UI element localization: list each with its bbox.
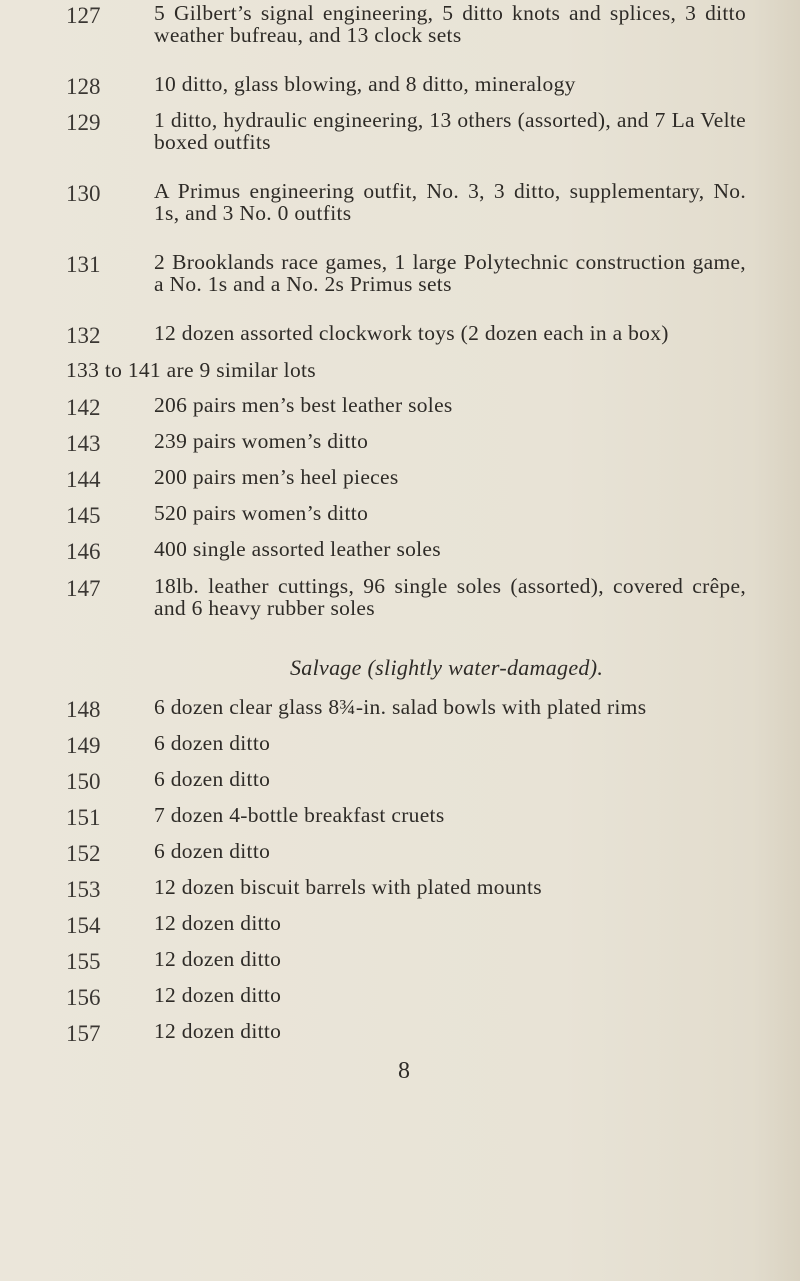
lot-146 [66,537,746,564]
lot-number: 153 [66,877,101,902]
lot-153 [66,875,746,902]
lot-description: 2 Brooklands race games, 1 large Polytechnic construction game, a No. 1s and a No. 2s Primus sets [154,250,746,296]
lot-description: A Primus engineering outfit, No. 3, 3 ditto, supplementary, No. 1s, and 3 No. 0 outfits [154,179,746,225]
lot-number: 155 [66,949,101,974]
lot-132 [66,321,746,348]
lot-number: 127 [66,3,101,28]
lot-number: 156 [66,985,101,1010]
lot-description: 12 dozen biscuit barrels with plated mounts [154,875,542,899]
lot-description: 1 ditto, hydraulic engineering, 13 others (assorted), and 7 La Velte boxed outfits [154,108,746,154]
lot-154 [66,911,746,938]
lot-number: 145 [66,503,101,528]
lot-description: 12 dozen assorted clockwork toys (2 dozen each in a box) [154,321,669,345]
lot-number: 147 [66,576,101,601]
lot-description: 520 pairs women’s ditto [154,501,369,525]
lot-number: 148 [66,697,101,722]
lot-148 [66,695,746,722]
lot-number: 143 [66,431,101,456]
lot-128 [66,72,746,99]
lot-number: 151 [66,805,101,830]
lot-description: 239 pairs women’s ditto [154,429,369,453]
lot-129 [66,109,746,153]
lot-number: 131 [66,252,101,277]
lot-number: 130 [66,181,101,206]
lot-description: 400 single assorted leather soles [154,537,441,561]
lot-description: 12 dozen ditto [154,1019,282,1043]
lot-description: 10 ditto, glass blowing, and 8 ditto, mineralogy [154,72,576,96]
lot-number: 144 [66,467,101,492]
lot-description: 18lb. leather cuttings, 96 single soles (assorted), covered crêpe, and 6 heavy rubber soles [154,574,746,620]
lot-150 [66,767,746,794]
lot-description: 7 dozen 4-bottle breakfast cruets [154,803,445,827]
lot-142 [66,393,746,420]
lot-description: 5 Gilbert’s signal engineering, 5 ditto knots and splices, 3 ditto weather bufreau, and 13 clock sets [154,1,746,47]
lot-145 [66,501,746,528]
lot-description: 200 pairs men’s heel pieces [154,465,399,489]
lot-155 [66,947,746,974]
page-number: 8 [398,1058,410,1084]
lot-description: 6 dozen clear glass 8¾-in. salad bowls with plated rims [154,695,647,719]
section-heading: Salvage (slightly water-damaged). [290,655,604,680]
lot-description: 12 dozen ditto [154,911,282,935]
lot-149 [66,731,746,758]
lot-number: 129 [66,110,101,135]
lot-144 [66,465,746,492]
lot-number: 157 [66,1021,101,1046]
lot-number: 146 [66,539,101,564]
lot-127 [66,2,746,46]
lot-description: 206 pairs men’s best leather soles [154,393,453,417]
lot-number: 154 [66,913,101,938]
lot-151 [66,803,746,830]
lot-152 [66,839,746,866]
lot-131 [66,251,746,295]
lot-description: 12 dozen ditto [154,983,282,1007]
lot-130 [66,180,746,224]
lot-number: 149 [66,733,101,758]
lot-number: 150 [66,769,101,794]
lot-number: 128 [66,74,101,99]
lot-description: 6 dozen ditto [154,767,271,791]
lot-description: 6 dozen ditto [154,731,271,755]
lot-description: 6 dozen ditto [154,839,271,863]
lot-143 [66,429,746,456]
lot-147 [66,575,746,619]
lot-number: 142 [66,395,101,420]
lot-description: 12 dozen ditto [154,947,282,971]
lot-number: 132 [66,323,101,348]
lot-156 [66,983,746,1010]
lot-157 [66,1019,746,1046]
lot-number: 152 [66,841,101,866]
lot-range-note: 133 to 141 are 9 similar lots [66,358,316,382]
